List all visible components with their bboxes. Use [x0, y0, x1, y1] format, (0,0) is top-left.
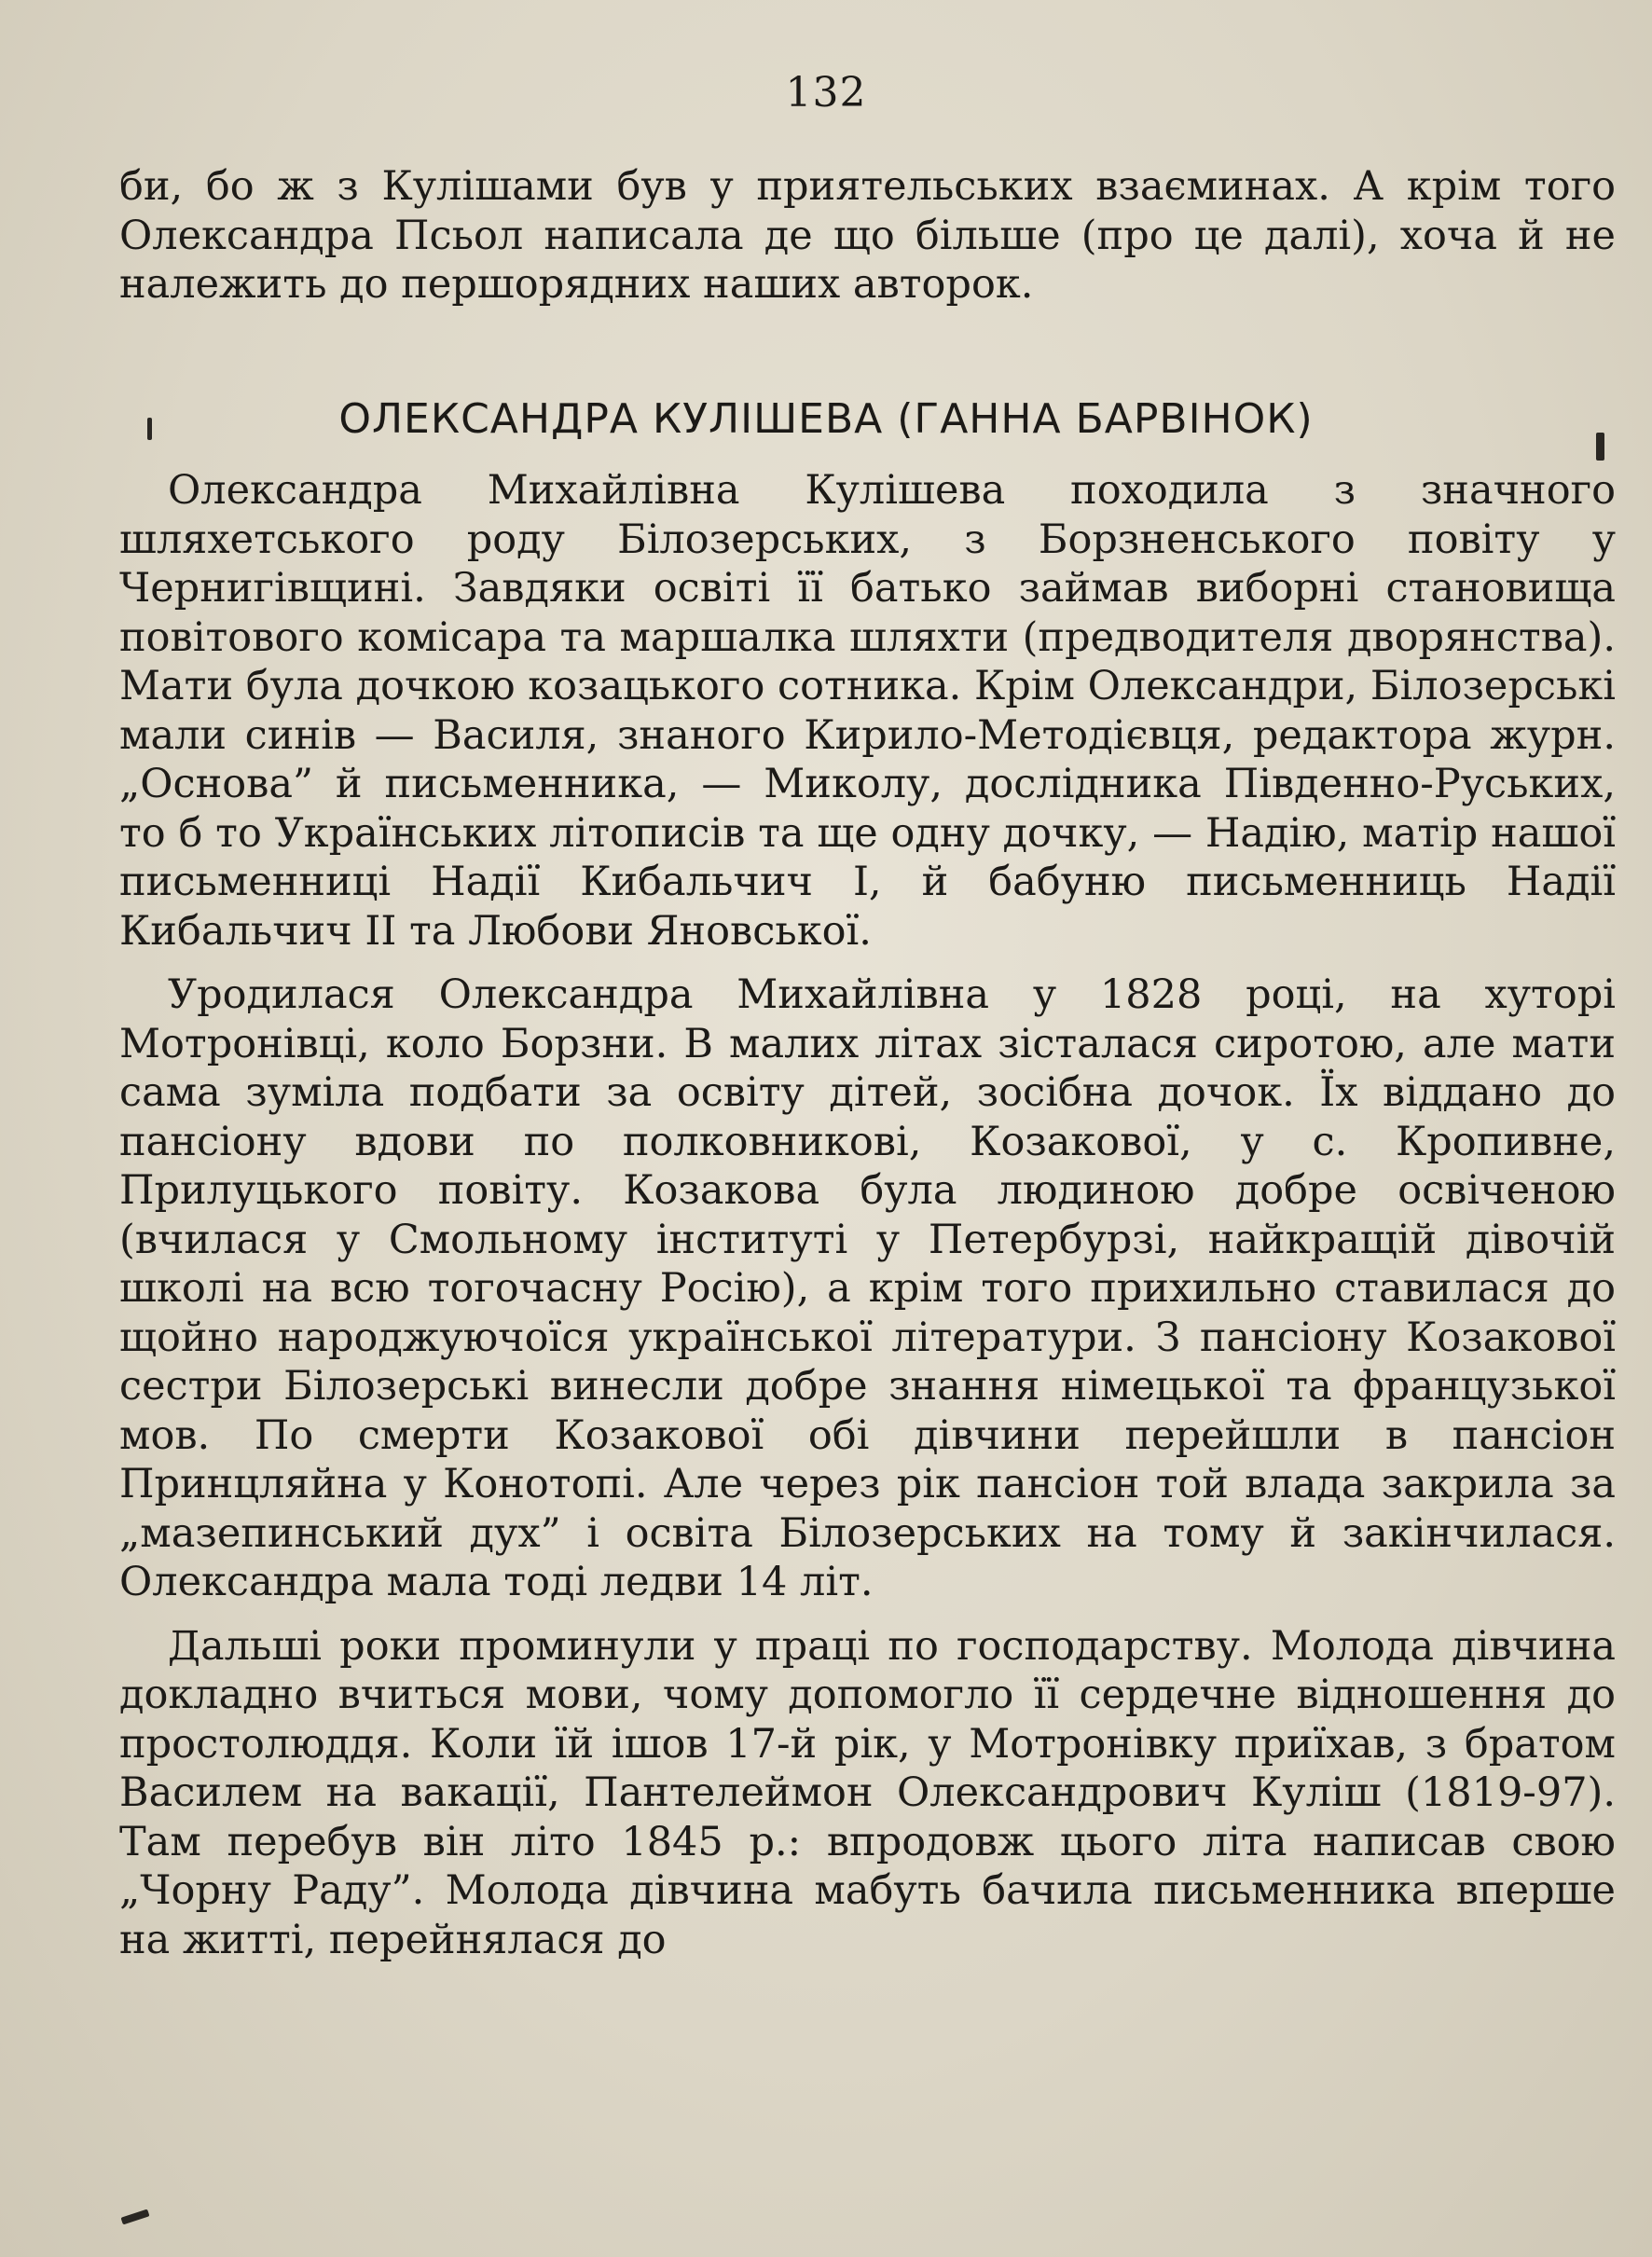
page-number: 132 — [785, 69, 867, 117]
paragraph-gap — [119, 956, 1616, 970]
paragraph-3: Дальші роки проминули у праці по господарству. Молода дівчина докладно вчиться мови, чому допомогло її сердечне відношення до простолюддя. Коли їй ішов 17-й рік, у Мотронівку приїхав, з братом Василем на вакації, Пантелеймон Олександрович Куліш (1819-97). Там перебув він літо 1845 р.: впродовж цього літа написав свою „Чорну Раду”. Молода дівчина мабуть бачила письменника вперше на житті, перейнялася до — [119, 1622, 1616, 1963]
body-text — [119, 466, 1616, 1964]
intro-paragraph: би, бо ж з Кулішами був у приятельських взаєминах. А крім того Олександра Псьол написала де що більше (про це далі), хоча й не належить до першорядних наших авторок. — [119, 163, 1616, 308]
ink-smudge — [120, 2209, 149, 2225]
intro-paragraph-block — [119, 162, 1616, 310]
ink-speck — [1596, 433, 1604, 461]
paragraph-1: Олександра Михайлівна Кулішева походила з значного шляхетського роду Білозерських, з Борзненського повіту у Чернигівщині. Завдяки освіті її батько займав виборні становища повітового комісара та маршалка шляхти (предводителя дворянства). Мати була дочкою козацького сотника. Крім Олександри, Білозерські мали синів — Василя, знаного Кирило-Методієвця, редактора журн. „Основа” й письменника, — Миколу, дослідника Південно-Руських, то б то Українських літописів та ще одну дочку, — Надію, матір нашої письменниці Надії Кибальчич I, й бабуню письменниць Надії Кибальчич II та Любови Яновської. — [119, 467, 1616, 955]
ink-speck — [147, 418, 152, 440]
paragraph-gap — [119, 1607, 1616, 1622]
section-heading: ОЛЕКСАНДРА КУЛІШЕВА (ГАННА БАРВІНОК) — [338, 395, 1314, 443]
paragraph-2: Уродилася Олександра Михайлівна у 1828 році, на хуторі Мотронівці, коло Борзни. В малих літах зісталася сиротою, але мати сама зуміла подбати за освіту дітей, зосібна дочок. Їх віддано до пансіону вдови по полковникові, Козакової, у с. Кропивне, Прилуцького повіту. Козакова була людиною добре освіченою (вчилася у Смольному інституті у Петербурзі, найкращій дівочій школі на всю тогочасну Росію), а крім того прихильно ставилася до щойно народжуючоїся української літератури. З пансіону Козакової сестри Білозерські винесли добре знання німецької та французької мов. По смерти Козакової обі дівчини перейшли в пансіон Принцляйна у Конотопі. Але через рік пансіон той влада закрила за „мазепинський дух” і освіта Білозерських на тому й закінчилася. Олександра мала тоді ледви 14 літ. — [119, 971, 1616, 1605]
